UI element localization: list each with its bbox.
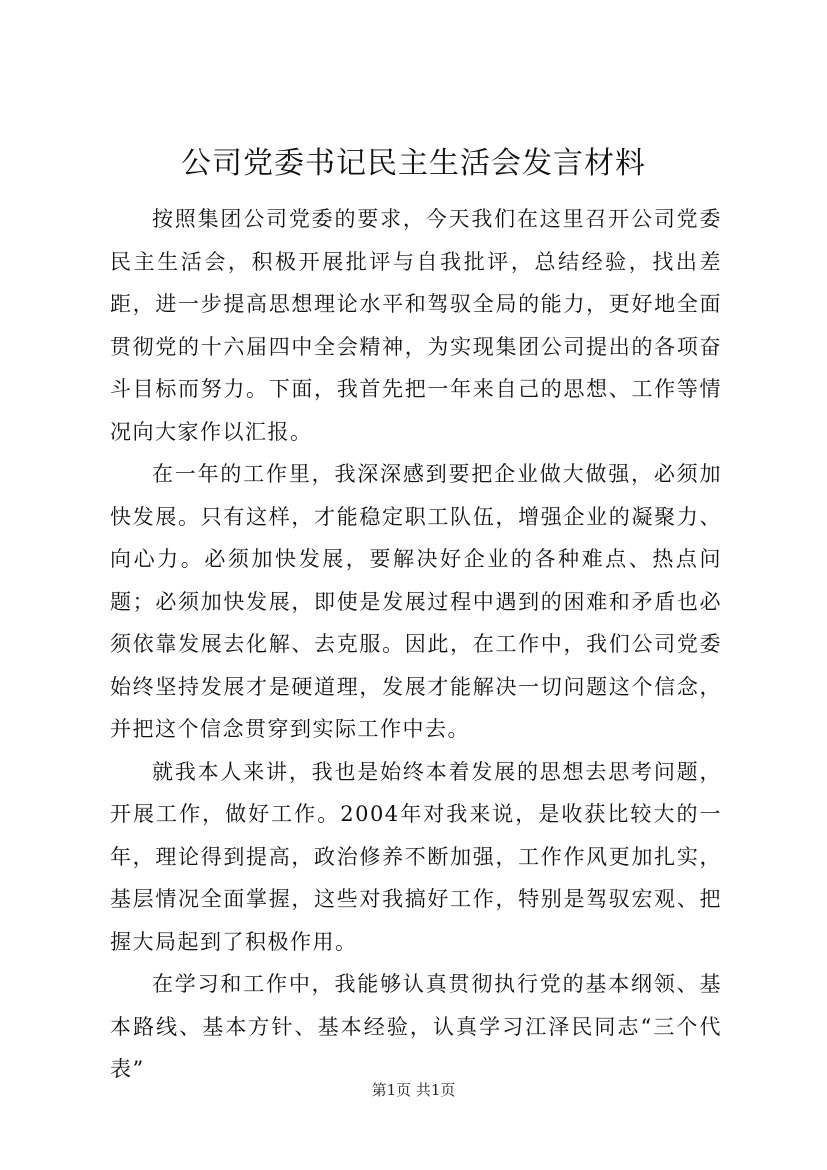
paragraph-4: 在学习和工作中，我能够认真贯彻执行党的基本纲领、基本路线、基本方针、基本经验，认真学习江泽民同志“三个代表” (110, 972, 722, 1081)
page-footer: 第1页 共1页 (371, 1081, 456, 1099)
document-title: 公司党委书记民主生活会发言材料 (181, 146, 646, 181)
paragraph-3: 就我本人来讲，我也是始终本着发展的思想去思考问题，开展工作，做好工作。2004年对我来说，是收获比较大的一年，理论得到提高，政治修养不断加强，工作作风更加扎实，基层情况全面掌握，这些对我搞好工作，特别是驾驭宏观、把握大局起到了积极作用。 (110, 759, 722, 954)
paragraph-1: 按照集团公司党委的要求，今天我们在这里召开公司党委民主生活会，积极开展批评与自我批评，总结经验，找出差距，进一步提高思想理论水平和驾驭全局的能力，更好地全面贯彻党的十六届四中全会精神，为实现集团公司提出的各项奋斗目标而努力。下面，我首先把一年来自己的思想、工作等情况向大家作以汇报。 (110, 207, 722, 444)
document-body (110, 198, 722, 1091)
paragraph-2: 在一年的工作里，我深深感到要把企业做大做强，必须加快发展。只有这样，才能稳定职工队伍，增强企业的凝聚力、向心力。必须加快发展，要解决好企业的各种难点、热点问题；必须加快发展，即使是发展过程中遇到的困难和矛盾也必须依靠发展去化解、去克服。因此，在工作中，我们公司党委始终坚持发展才是硬道理，发展才能解决一切问题这个信念，并把这个信念贯穿到实际工作中去。 (110, 462, 722, 741)
